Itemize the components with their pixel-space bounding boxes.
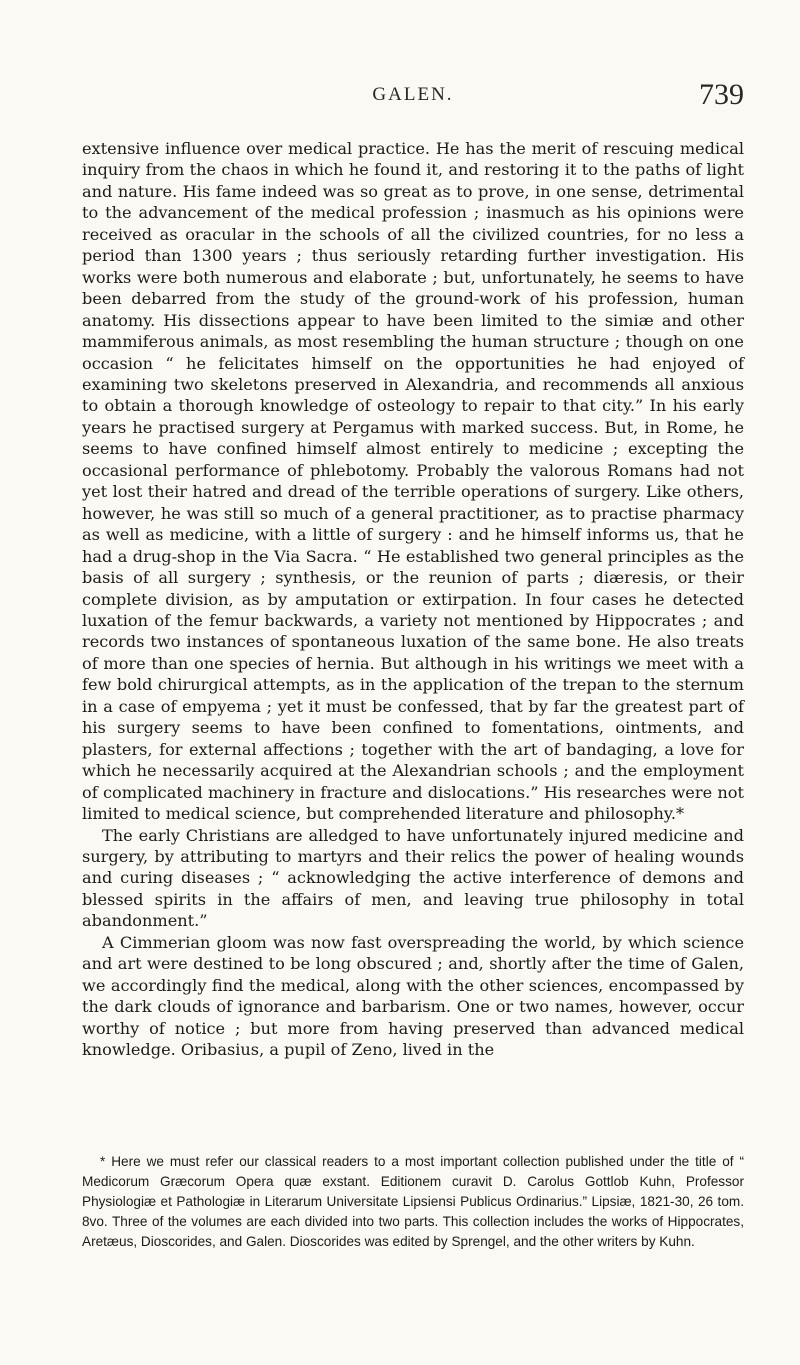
body-text	[82, 138, 744, 1060]
page-number: 739	[699, 78, 744, 111]
paragraph-early-christians: The early Christians are alledged to have unfortunately injured medicine and surgery, by attributing to martyrs and their relics the power of healing wounds and curing diseases ; “ acknowledging the active interference of demons and blessed spirits in the affairs of men, and leaving true philosophy in total abandonment.”	[82, 825, 744, 931]
footnote	[82, 1152, 744, 1252]
running-title: GALEN.	[372, 84, 454, 105]
paragraph-cimmerian-gloom: A Cimmerian gloom was now fast overspreading the world, by which science and art were destined to be long obscured ; and, shortly after the time of Galen, we accordingly find the medical, along with the other sciences, encompassed by the dark clouds of ignorance and barbarism. One or two names, however, occur worthy of notice ; but more from having preserved than advanced medical knowledge. Oribasius, a pupil of Zeno, lived in the	[82, 932, 744, 1060]
footnote-text: * Here we must refer our classical readers to a most important collection published under the title of “ Medicorum Græcorum Opera quæ exstant. Editionem curavit D. Carolus Gottlob Kuhn, Professor Physiologiæ et Pathologiæ in Literarum Universitate Lipsiensi Publicus Ordinarius.” Lipsiæ, 1821-30, 26 tom. 8vo. Three of the volumes are each divided into two parts. This collection includes the works of Hippocrates, Aretæus, Dioscorides, and Galen. Dioscorides was edited by Sprengel, and the other writers by Kuhn.	[82, 1154, 744, 1249]
running-head	[82, 78, 744, 118]
paragraph-galen-influence: extensive influence over medical practice. He has the merit of rescuing medical inquiry from the chaos in which he found it, and restoring it to the paths of light and nature. His fame indeed was so great as to prove, in one sense, detrimental to the advancement of the medical profession ; inasmuch as his opinions were received as oracular in the schools of all the civilized countries, for no less a period than 1300 years ; thus seriously retarding further investigation. His works were both numerous and elaborate ; but, unfortunately, he seems to have been debarred from the study of the ground-work of his profession, human anatomy. His dissections appear to have been limited to the simiæ and other mammiferous animals, as most resembling the human structure ; though on one occasion “ he felicitates himself on the opportunities he had enjoyed of examining two skeletons preserved in Alexandria, and recommends all anxious to obtain a thorough knowledge of osteology to repair to that city.” In his early years he practised surgery at Pergamus with marked success. But, in Rome, he seems to have confined himself almost entirely to medicine ; excepting the occasional performance of phlebotomy. Probably the valorous Romans had not yet lost their hatred and dread of the terrible operations of surgery. Like others, however, he was still so much of a general practitioner, as to practise pharmacy as well as medicine, with a little of surgery : and he himself informs us, that he had a drug-shop in the Via Sacra. “ He established two general principles as the basis of all surgery ; synthesis, or the reunion of parts ; diæresis, or their complete division, as by amputation or extirpation. In four cases he detected luxation of the femur backwards, a variety not mentioned by Hippocrates ; and records two instances of spontaneous luxation of the same bone. He also treats of more than one species of hernia. But although in his writings we meet with a few bold chirurgical attempts, as in the application of the trepan to the sternum in a case of empyema ; yet it must be confessed, that by far the greatest part of his surgery seems to have been confined to fomentations, ointments, and plasters, for external affections ; together with the art of bandaging, a love for which he necessarily acquired at the Alexandrian schools ; and the employment of complicated machinery in fracture and dislocations.” His researches were not limited to medical science, but comprehended literature and philosophy.*	[82, 139, 744, 824]
